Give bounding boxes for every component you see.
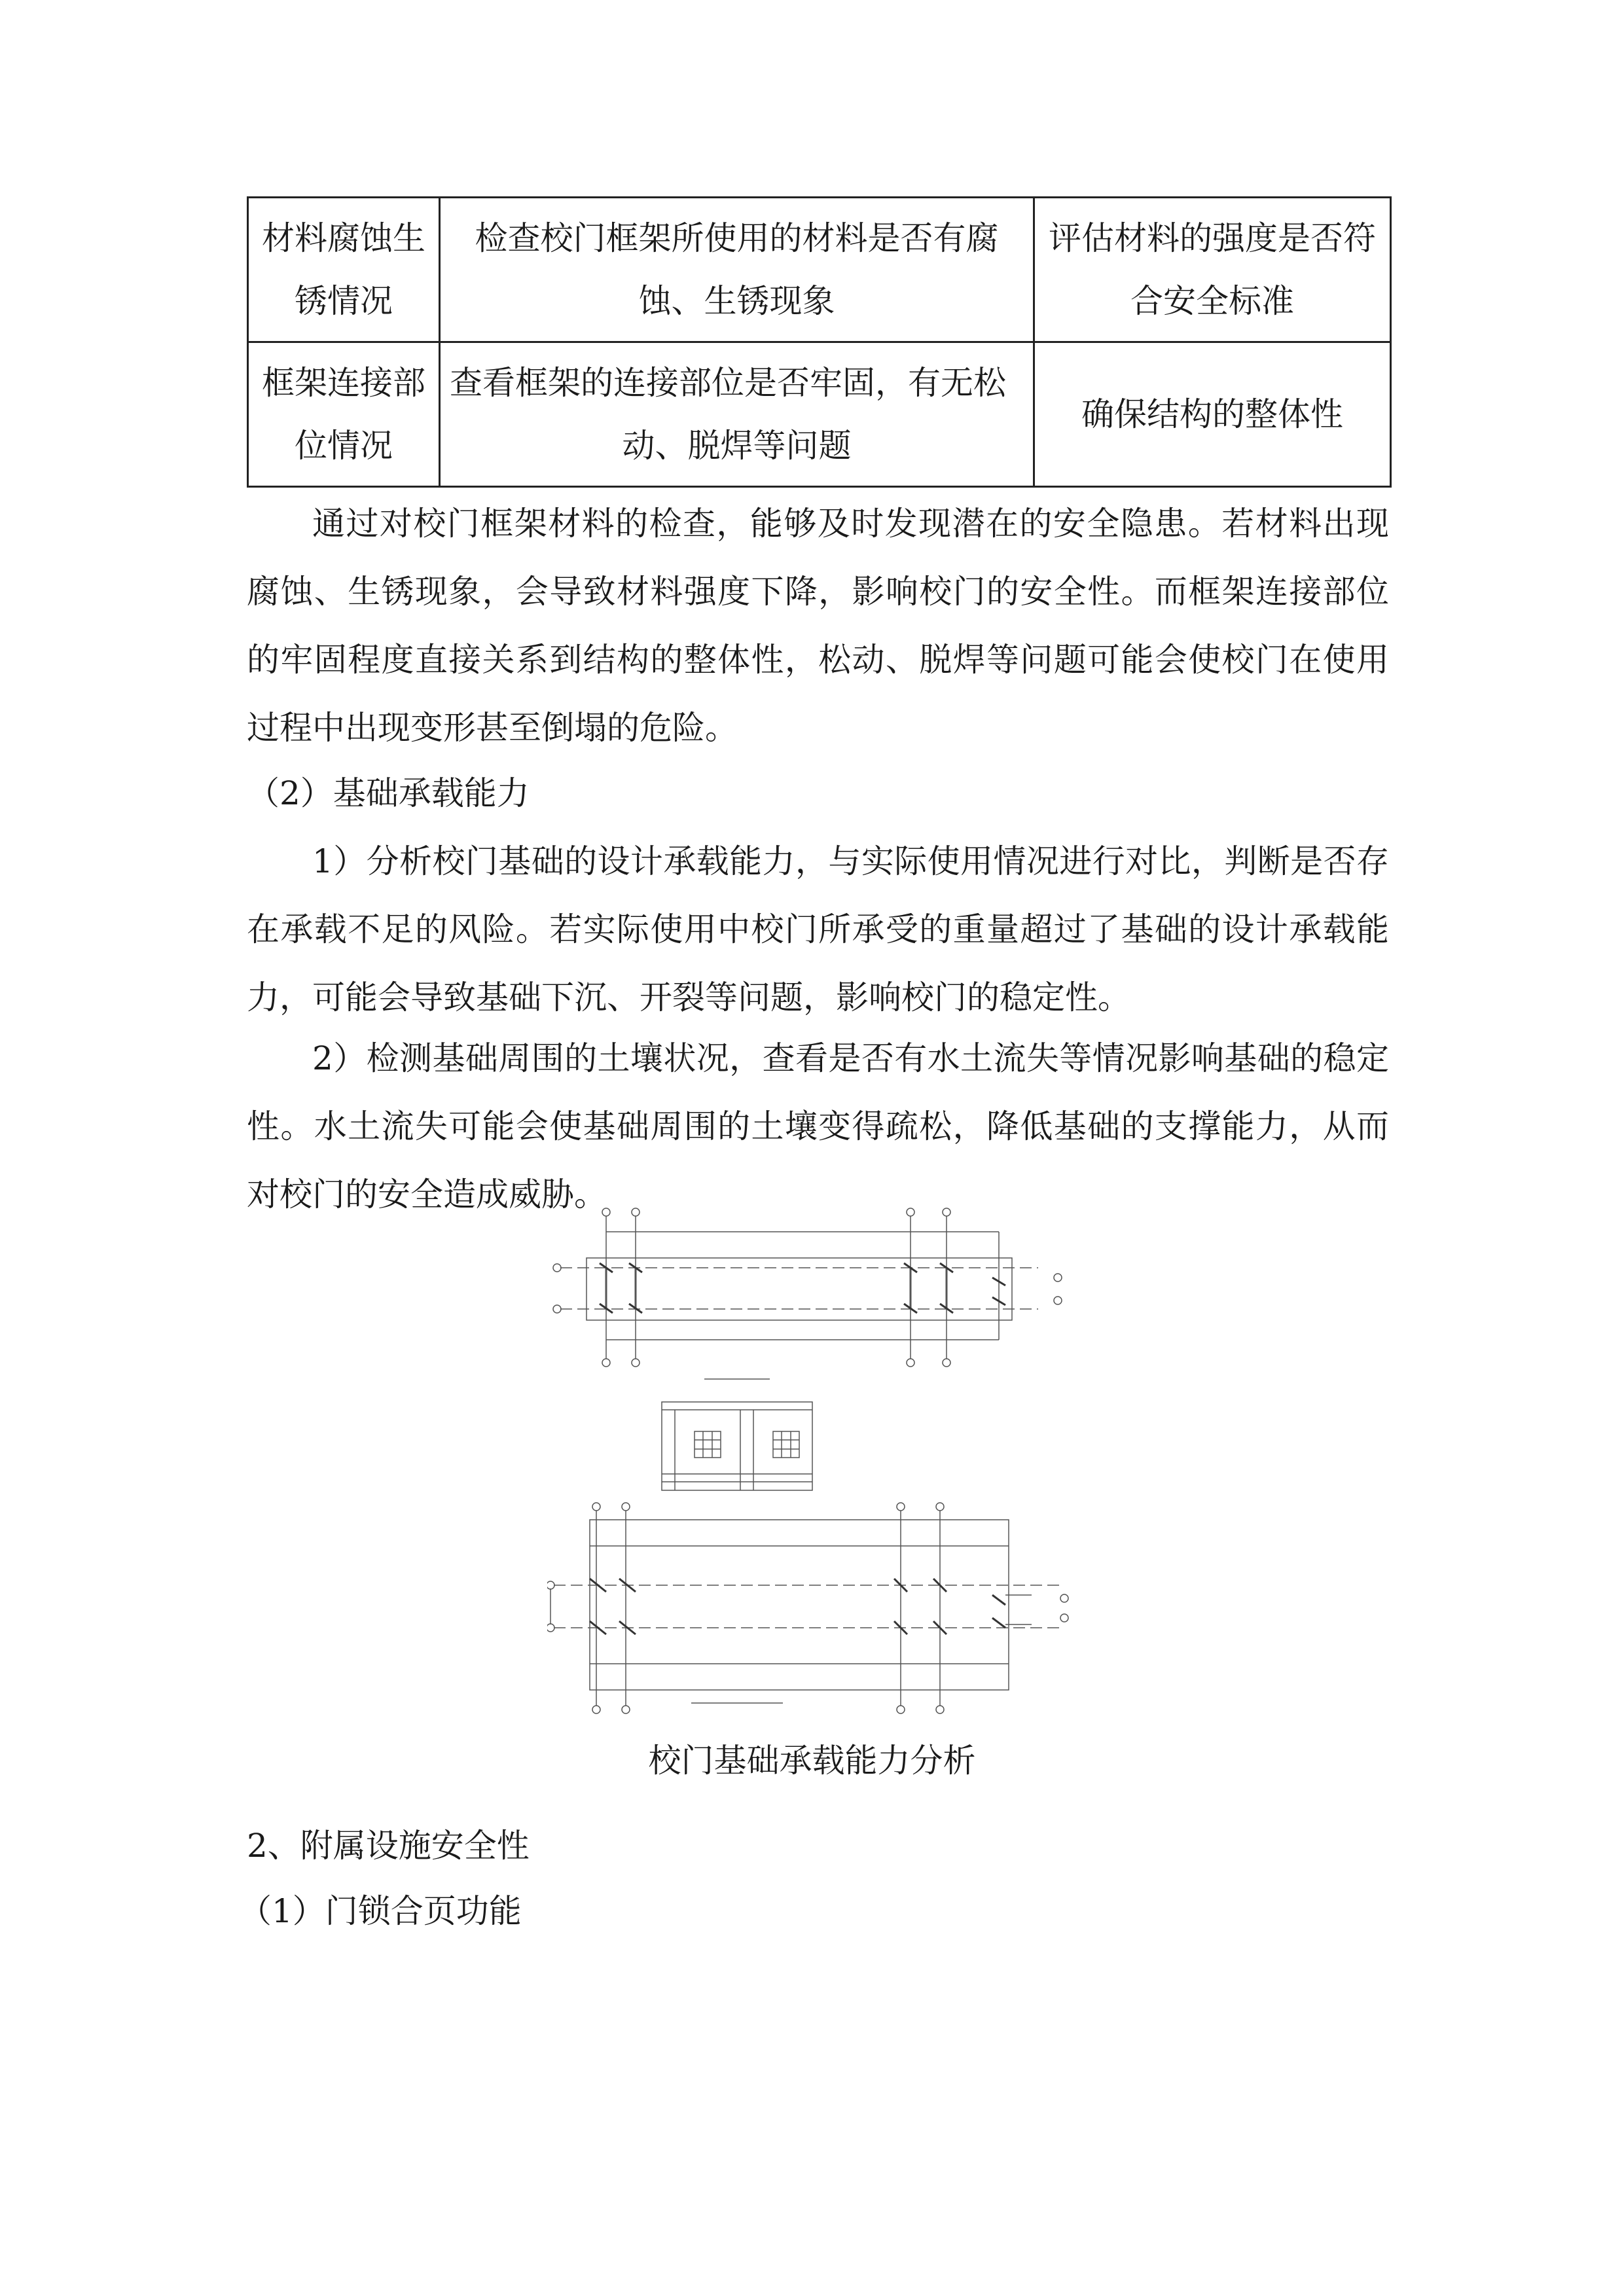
table-cell-content: 检查校门框架所使用的材料是否有腐 蚀、生锈现象 xyxy=(440,198,1034,342)
table-cell-purpose: 评估材料的强度是否符 合安全标准 xyxy=(1034,198,1391,342)
paragraph-framework-summary: 通过对校门框架材料的检查，能够及时发现潜在的安全隐患。若材料出现腐蚀、生锈现象，会导致材料强度下降，影响校门的安全性。而框架连接部位的牢固程度直接关系到结构的整体性，松动、脱焊等问题可能会使校门在使用过程中出现变形甚至倒塌的危险。 xyxy=(247,505,1389,747)
heading-auxiliary-safety: 2、附属设施安全性 xyxy=(247,1827,530,1865)
table-cell-item: 框架连接部 位情况 xyxy=(248,342,440,487)
heading-lock-hinge-function: （1）门锁合页功能 xyxy=(239,1892,522,1930)
table-cell-content: 查看框架的连接部位是否牢固，有无松 动、脱焊等问题 xyxy=(440,342,1034,487)
paragraph-soil-condition: 2）检测基础周围的土壤状况，查看是否有水土流失等情况影响基础的稳定性。水土流失可能会使基础周围的土壤变得疏松，降低基础的支撑能力，从而对校门的安全造成威胁。 xyxy=(247,1039,1389,1213)
figure-caption: 校门基础承载能力分析 xyxy=(648,1742,976,1780)
inspection-table xyxy=(247,196,1392,488)
paragraph-foundation-design: 1）分析校门基础的设计承载能力，与实际使用情况进行对比，判断是否存在承载不足的风险。若实际使用中校门所承受的重量超过了基础的设计承载能力，可能会导致基础下沉、开裂等问题，影响校门的稳定性。 xyxy=(247,842,1389,1016)
lower-plan-drawing xyxy=(547,1503,1068,1713)
table-row xyxy=(248,198,1391,342)
upper-plan-drawing xyxy=(553,1208,1062,1379)
detail-table-drawing xyxy=(662,1402,812,1490)
heading-foundation-capacity: （2）基础承载能力 xyxy=(247,774,530,812)
foundation-plan-figure xyxy=(547,1206,1071,1723)
table-cell-item: 材料腐蚀生 锈情况 xyxy=(248,198,440,342)
table-row xyxy=(248,342,1391,487)
table-cell-purpose: 确保结构的整体性 xyxy=(1034,342,1391,487)
